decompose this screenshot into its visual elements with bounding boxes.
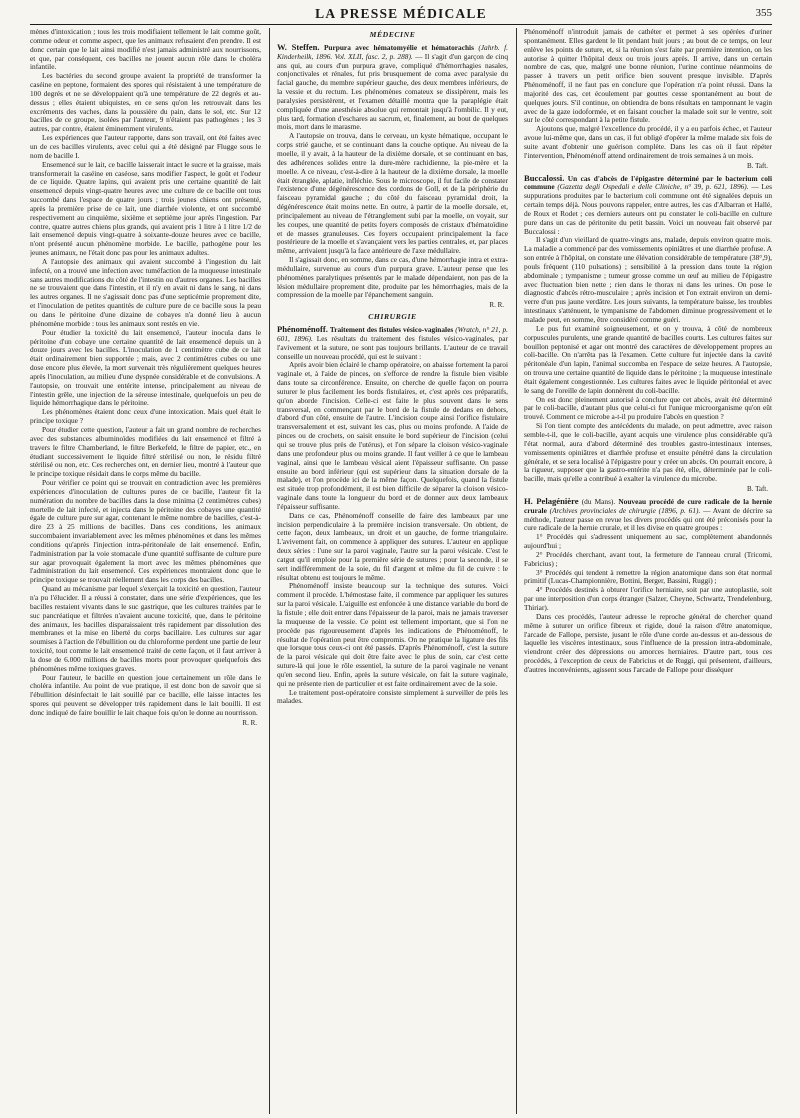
- article-phenomenoff: [277, 325, 508, 361]
- paragraph: Dans ce cas, Phénoménoff conseille de faire des lambeaux par une incision perpendiculaire à la première incision transversale. On obtient, de cette façon, deux lambeaux, un droit et un gauche, de forme triangulaire. L'avivement fait, on commence à appliquer des sutures. L'auteur en applique deux séries : l'une sur la paroi vaginale, l'autre sur la paroi vésicale. C'est le catgut qu'il emploie pour la première série de sutures ; pour la seconde, il se sert indifféremment de la soie, du fil d'argent et même du fil de cuivre : le résultat obtenu est toujours le même.: [277, 510, 508, 582]
- signature: R. R.: [242, 718, 257, 727]
- signature: B. Taft.: [747, 161, 768, 170]
- article-buccalossi: [524, 174, 772, 237]
- paragraph: Pour l'auteur, le bacille en question joue certainement un rôle dans le choléra infantile. Au point de vue pratique, il est donc bon de savoir que si l'ébullition désinfectait le lait souillé par ce bacille, elle laisse intactes les spores qui peuvent se développer très rapidement dans le lait bouilli. Il est donc indiqué de faire bouillir le lait chaque fois qu'on le donne au nourrisson.: [30, 672, 261, 717]
- article-title: Purpura avec hématomyélie et hématorachis: [323, 42, 474, 52]
- article-author: H. Pelagénière: [524, 495, 579, 506]
- article-author: Buccalossi.: [524, 172, 565, 183]
- article-author: W. Steffen.: [277, 41, 320, 52]
- paragraph: Les résultats du traitement des fistules vésico-vaginales, par l'avivement et la suture, ne sont pas toujours brillants. L'auteur de ce travail conseille un nouveau procédé, qui est le suivant :: [277, 333, 508, 361]
- paragraph: Phénoménoff insiste beaucoup sur la technique des sutures. Voici comment il procède. L'hémostase faite, il commence par appliquer les sutures sur la paroi vésicale. L'aiguille est enfoncée à une distance variable du bord de la fistule ; elle doit entrer dans l'épaisseur de la paroi, mais ne jamais traverser la muqueuse de la vessie. Ce point est tellement important, que si l'on ne procède pas rigoureusement d'après les indications de Phénoménoff, le résultat de l'opération peut être compromis. On ne pratique la ligature des fils que lorsque tous ceux-ci ont été passés. D'après Phénoménoff, c'est la suture de la paroi vésicale qui doit être faite avec le plus de soin, car c'est cette suture-là qui joue le rôle essentiel, la suture de la paroi vaginale ne venant qu'en second lieu. Enfin, après la suture vésicale, on fait la suture vaginale, qui ne présente rien de particulier et est faite ordinairement avec de la soie.: [277, 581, 508, 688]
- paragraph: Le pus fut examiné soigneusement, et on y trouva, à côté de nombreux corpuscules purulents, une grande quantité de bacilles courts. Les cultures faites sur bouillon peptonisé et agar ont montré des caractères de développement propres au coli-bacille. On n'arrêta pas là l'examen. Cette culture fut injectée dans la cavité péritonéale d'un lapin, l'animal succomba en l'espace de seize heures. A l'autopsie, on trouva une certaine quantité de liquide dans le péritoine ; la muqueuse intestinale était également congestionnée. Les cultures faites avec le liquide péritonéal et avec le sang de l'oreille de lapin donnèrent du coli-bacille.: [524, 323, 772, 395]
- paragraph: Pour étudier la toxicité du lait ensemencé, l'auteur inocula dans le péritoine d'un cobaye une certaine quantité de lait ensemencé depuis un à douze jours avec les bacilles. L'inoculation de 1 centimètre cube de ce lait était ordinairement bien supportée ; mais, avec 2 centimètres cubes ou une dose encore plus élevée, la mort survenait très régulièrement quelques heures après l'inoculation, au milieu d'une dyspnée considérable et de convulsions. A l'autopsie, on trouvait une entérite intense, principalement au niveau de l'intestin grêle, une injection de la séreuse intestinale, quelquefois un peu de liquide hémorrhagique dans le péritoine.: [30, 327, 261, 408]
- journal-title: LA PRESSE MÉDICALE: [315, 6, 487, 21]
- paragraph: Dans ces procédés, l'auteur adresse le reproche général de chercher quand même à suturer un orifice fibreux et rigide, doué la raison d'être anatomique, l'arcade de Fallope, persiste, jusant le rôle d'une corde au-dessus et au-dessous de laquelle les viscères intestinaux, sous l'influence de la pression intra-abdominale, viendront créer des dépressions ou amorces herniaires. D'autre part, tous ces procédés, à l'exception de ceux de Fabricius et de Ruggi, qui présentent, d'ailleurs, d'autres inconvénients, agissent sous l'arcade de Fallope pour disséquer: [524, 611, 772, 674]
- paragraph: On est donc pleinement autorisé à conclure que cet abcès, avait été déterminé par le coli-bacille, d'autant plus que celui-ci fut l'unique microorganisme qu'on eût trouvé. Comment ce microbe a-t-il pu produire l'abcès en question ?: [524, 394, 772, 422]
- column-2: [277, 28, 508, 1114]
- article-author: Phénoménoff.: [277, 324, 328, 334]
- column-3: [524, 28, 772, 1114]
- paragraph: Il s'agit d'un vieillard de quatre-vingts ans, malade, depuis environ quatre mois. La maladie a commencé par des vomissements opiniâtres et une diarrhée profuse. A son entrée à l'hôpital, on constate une élévation considérable de température (38°,9), pouls fréquent (110 pulsations) ; sensibilité à la pression dans toute la région abdominale ; tympanisme ; tumeur grosse comme un œuf au milieu de l'épigastre avec fluctuation bien nette ; rien dans le thorax ni dans les urines. On pose le diagnostic d'abcès rétro-musculaire ; après incision et l'on extrait environ un demi-verre d'un pus jaune verdâtre. Les jours suivants, la température baisse, les troubles intestinaux s'atténuent, le tympanisme de l'abdomen diminue progressivement et le malade peut, en somme, être considéré comme guéri.: [524, 235, 772, 324]
- paragraph: — Les suppurations produites par le bacterium coli commune ont été signalées depuis un certain temps déjà. Nous pouvons rappeler, entre autres, les cas d'Albarran et Hallé, de Roux et Rodet ; ces derniers auteurs ont pu constater le coli-bacille en culture pure dans un cas de péritonite du petit bassin. Voici un nouveau fait observé par Buccalossi :: [524, 182, 772, 236]
- article-steffen: [277, 43, 508, 132]
- section-heading-chirurgie: CHIRURGIE: [368, 312, 417, 322]
- list-item: 4° Procédés destinés à obturer l'orifice herniaire, soit par une autoplastie, soit par une interposition d'un corps étranger (Salzer, Cheyne, Schwartz, Trendelenburg, Thiriar).: [524, 585, 772, 612]
- paragraph: A l'autopsie des animaux qui avaient succombé à l'ingestion du lait infecté, on a trouvé une infection avec tuméfaction de la muqueuse intestinale sans autres modifications du côté de l'intestin ou d'autres organes. Les bacilles ne se trouvaient que dans l'intestin, et il n'y en avait ni dans le sang, ni dans les autres organes. Il ne s'agissait donc pas d'une septicémie proprement dite, et l'inoculation de petites quantités de culture pure de ce bacille sous la peau ou dans le péritoine d'une dizaine de cobayes n'a donné lieu à aucun phénomène morbide : tous les animaux sont restés en vie.: [30, 256, 261, 328]
- header-rule: [30, 24, 772, 25]
- paragraph: Les bactéries du second groupe avaient la propriété de transformer la caséine en peptone, formaient des spores qui résistaient à une température de 100 degrés et ne se développaient qu'à une température de 22 degrés et au-dessus ; elles étaient ubiquistes, en ce sens qu'on les retrouvait dans les excréments des vaches, dans la poussière du pain, dans le sol, etc. Sur 12 bacilles de ce groupe, isolées par l'auteur, 9 n'étaient pas pathogènes ; les 3 autres, par contre, étaient éminemment virulents.: [30, 71, 261, 134]
- paragraph: — Avant de décrire sa méthode, l'auteur passe en revue les divers procédés qui ont été préconisés pour la cure radicale de la hernie crurale, et il les divise en quatre groupes :: [524, 505, 772, 533]
- article-source: (Gazetta degli Ospedali e delle Cliniche, n° 39, p. 621, 1896).: [557, 182, 749, 192]
- page-header: [30, 6, 772, 24]
- signature: R. R.: [489, 301, 504, 310]
- paragraph: Après avoir bien éclairé le champ opératoire, on abaisse fortement la paroi vaginale et, à l'aide de pinces, on s'efforce de rendre la fistule bien visible dans toute sa circonférence. Ensuite, on cherche de quelle façon on pourra suturer le plus facilement les bords fistulaires, et, c'est après ces préparatifs, qu'on aborde l'incision. Celle-ci est faite le plus souvent dans le sens transversal, en commençant par le bord de la fistule de dedans en dehors, d'abord d'un côté, ensuite de l'autre. L'incision coupe ainsi l'orifice fistulaire transversalement et est, suivant les cas, plus ou moins profonde. A l'aide de pinces ou de crochets, on saisit ensuite le bord supérieur de l'incision (celui qui se trouve plus près de l'utérus), et l'on sépare la cloison vésico-vaginale dans une profondeur plus ou moins grande. Il faut veiller à ce que le lambeau vaginal, ainsi que le lambeau vésical aient l'épaisseur suffisante. On passe ensuite au bord inférieur (qui est supérieur dans la situation dorsale de la malade), et l'on procède ici de la même façon. Quelquefois, quand la fistule est située trop profondément, il est bien difficile de séparer la cloison vésico-vaginale dans toute la longueur du bord et de donner aux deux lambeaux l'épaisseur suffisante.: [277, 360, 508, 511]
- paragraph: Ensemencé sur le lait, ce bacille laisserait intact le sucre et la graisse, mais transformerait la caséine en caséose, sans modifier l'aspect, le goût et l'odeur de ce liquide. Quatre lapins, qui avaient pris une certaine quantité de lait ensemencé depuis vingt-quatre heures avec une culture de ce bacille ont tous succombé dans l'espace de quatre jours ; trois jeunes chiens ont présenté, après la première prise de ce lait, une diarrhée violente, et ont succombé respectivement au cinquième, sixième et septième jour après l'ingestion. Par contre, quatre autres chiens plus grands, qui avaient pris 1 litre à 1 litre 1/2 de lait ensemencé depuis vingt-quatre à soixante-douze heures avec ce bacille, n'ont présenté aucun phénomène morbide. Le bacille, pathogène pour les jeunes animaux, ne l'était donc pas pour les animaux adultes.: [30, 159, 261, 258]
- paragraph: Pour vérifier ce point qui se trouvait en contradiction avec les premières expériences d'inoculation de cultures pures de ce bacille, l'auteur fit la numération du nombre de bacilles dans la dose minima (2 centimètres cubes) mortelle de lait infecté, et injecta dans le péritoine des cobayes une quantité égale de culture pure sur agar, contenant le même nombre de bacilles, c'est-à-dire 23 à 25 millions de bacilles. Dans ces conditions, les animaux succombaient invariablement avec les mêmes phénomènes et dans les mêmes conditions qu'après l'injection intra-péritonéale de lait ensemencé. Enfin, l'administration par la voie stomacale d'une quantité suffisante de culture pure sur agar provoquait également la mort avec les mêmes phénomènes que l'administration du lait ensemencé. Ces expériences montraient donc que le principe toxique se trouvait réellement dans les corps des bacilles.: [30, 478, 261, 585]
- paragraph: Ajoutons que, malgré l'excellence du procédé, il y a eu parfois échec, et l'auteur avoue lui-même que, dans un cas, il fut obligé d'opérer la même malade six fois de suite avant d'obtenir une guérison complète. Dans les cas où il faut répéter l'intervention, Phénoménoff attend ordinairement de trois semaines à un mois.: [524, 124, 772, 160]
- column-divider: [269, 28, 270, 1114]
- paragraph: — Il s'agit d'un garçon de cinq ans qui, au cours d'un purpura grave, compliqué d'hémorrhagies nasales, conjonctivales et rénales, fut pris brusquement de coma avec paralysie du facial gauche, du membre supérieur gauche, des deux membres inférieurs, de la vessie et du rectum. Les phénomènes comateux se dissipèrent, mais les paralysies persistèrent, et l'examen détaillé montra que la paraplégie était compliquée d'une anesthésie absolue qui remontait jusqu'à l'ombilic. Il y eut, plus tard, formation d'eschares au sacrum, et, finalement, au bout de quelques mois, mort dans le marasme.: [277, 51, 508, 132]
- list-item: 1° Procédés qui s'adressent uniquement au sac, complètement abandonnés aujourd'hui ;: [524, 532, 772, 551]
- article-pelagenier: [524, 497, 772, 533]
- column-1: [30, 28, 261, 1114]
- article-title: Traitement des fistules vésico-vaginales: [329, 325, 454, 334]
- article-source: (Archives provinciales de chirurgie (1896, p. 61).: [549, 505, 701, 515]
- paragraph: Phénoménoff n'introduit jamais de cathéter et permet à ses opérées d'uriner spontanément. Elles gardent le lit pendant huit jours ; au bout de ce temps, on leur enlève les points de suture, et, si la réunion s'est faite par première intention, on les autorise à quitter l'hôpital deux ou trois jours après. Il arrive, dans un certain nombre de cas, que, malgré une bonne réunion, l'urine continue néanmoins de passer à travers un petit orifice bien souvent presque invisible. D'après Phénoménoff, il ne faut pas en conclure que l'opération n'a point réussi. Dans la majorité des cas, cet écoulement par gouttes cesse spontanément au bout de quelques jours. S'il continue, on obtiendra de bons résultats en tamponnant le vagin avec de la gaze iodoformée, et en faisant coucher la malade soit sur le ventre, soit sur le côté correspondant à la petite fistule.: [524, 28, 772, 125]
- article-title: Un cas d'abcès de l'épigastre déterminé par le bacterium coli commune: [524, 173, 772, 192]
- column-divider: [516, 28, 517, 1114]
- paragraph: Quand au mécanisme par lequel s'exerçait la toxicité en question, l'auteur n'a pu l'élucider. Il a réussi à constater, dans une série d'expériences, que les bacilles restaient vivants dans le suc gastrique, que les cultures traitées par le suc pancréatique et filtrées n'avaient aucune toxicité, que, dans le péritoine des animaux, les bacilles disparaissaient très rapidement par dissolution des membranes et la mise en liberté du corps bacillaire. Les cultures sur agar soumises à l'action de l'ébullition ou du chloroforme perdent une partie de leur toxicité, tout comme le lait ensemencé traité de cette façon, et il faut arriver à la dose de 6.000 millions de bacilles morts pour provoquer quelquefois des phénomènes même toxiques graves.: [30, 584, 261, 673]
- list-item: 2° Procédés cherchant, avant tout, la fermeture de l'anneau crural (Tricomi, Fabricius) ;: [524, 549, 772, 568]
- paragraph: Si l'on tient compte des antécédents du malade, on peut admettre, avec raison semble-t-il, que le coli-bacille, ayant acquis une virulence plus considérable qu'à l'état normal, aura d'abord déterminé des troubles gastro-intestinaux intenses, vomissements opiniâtres et diarrhée profuse et ensuite pénétré dans la circulation générale, et se sera localisé à l'épigastre pour y créer un abcès. On pourrait encore, à la rigueur, supposer que la gastro-entérite n'a pas été, elle, déterminée par le coli-bacille, mais qu'elle a contribué à exalter la virulence du microbe.: [524, 421, 772, 484]
- paragraph: Pour étudier cette question, l'auteur a fait un grand nombre de recherches avec des substances albuminoïdes modifiées du lait ensemencé et filtré à travers le filtre Chamberland, le filtre Berkefeld, le filtre de papier, etc., en étudiant successivement le liquide filtré stérilisé ou non, le résidu filtré stérilisé ou non, etc. Ces recherches ont, en dernier lieu, montré à l'auteur que le principe toxique résidait dans le corps même du bacille.: [30, 424, 261, 479]
- article-source: (Jahrb. f. Kinderheilk, 1896. Vol. XLII, fasc. 2, p. 288).: [277, 42, 508, 61]
- paragraph: Les phénomènes étaient donc ceux d'une intoxication. Mais quel était le principe toxique ?: [30, 407, 261, 426]
- paragraph: Il s'agissait donc, en somme, dans ce cas, d'une hémorrhagie intra et extra-médullaire, survenue au cours d'un purpura grave. L'auteur pense que les phénomènes paralytiques présentés par le malade dépendaient, non pas de la lésion médullaire proprement dite, produite par les hémorrhagies, mais de la compression de la moelle par l'épanchement sanguin.: [277, 255, 508, 300]
- article-source: (Wratch, n° 21, p. 601, 1896).: [277, 325, 508, 343]
- article-title: Nouveau procédé de cure radicale de la hernie crurale: [524, 496, 772, 515]
- article-author-note: (du Mans).: [581, 496, 616, 506]
- paragraph: A l'autopsie on trouva, dans le cerveau, un kyste hématique, occupant le corps strié gauche, et se continuant dans la couche optique. Au niveau de la moelle, il y avait, à la hauteur de la dixième dorsale, et se continuant en bas, des adhérences solides entre la dure-mère rachidienne, la pie-mère et la moelle. A ce niveau, c'est-à-dire à la hauteur de la dixième dorsale, la moelle était étranglée, aplatie, infléchie. Sous le microscope, il fut facile de constater l'existence d'une dégénérescence des cordons de Goll, et de la périphérie du faisceau pyramidal gauche ; du côté du faisceau pyramidal droit, la dégénérescence était moins nette. En outre, à partir de la moelle dorsale, et, principalement au niveau de l'étranglement subi par la moelle, on voyait, sur les coupes, une quantité de petits foyers composés de cristaux d'hématoïdine et de masses granuleuses. Ces foyers occupaient principalement la face postérieure de la moelle et s'avançaient vers les parties centrales, et, par places même, arrivaient jusqu'à la face antérieure de l'axe médullaire.: [277, 131, 508, 256]
- page-number: 355: [755, 7, 772, 19]
- signature: B. Taft.: [747, 485, 768, 494]
- procedure-list: [524, 533, 772, 613]
- paragraph: Les expériences que l'auteur rapporte, dans son travail, ont été faites avec un de ces bacilles virulents, avec celui qui a été désigné par Flugge sous le nom de bacille I.: [30, 133, 261, 160]
- paragraph: Le traitement post-opératoire consiste simplement à surveiller de près les malades.: [277, 687, 508, 706]
- list-item: 3° Procédés qui tendent à remettre la région anatomique dans son état normal primitif (Lucas-Championnière, Bottini, Berger, Bassini, Ruggi) ;: [524, 567, 772, 586]
- paragraph: mènes d'intoxication ; tous les trois modifiaient tellement le lait comme goût, comme odeur et comme aspect, que les animaux refusaient d'en prendre. Il est donc certain que le lait ainsi modifié n'est jamais administré aux nourrissons, et que, par conséquent, ces bacilles ne jouent aucun rôle dans le choléra infantile.: [30, 28, 261, 72]
- section-heading-medecine: MÉDECINE: [369, 30, 416, 39]
